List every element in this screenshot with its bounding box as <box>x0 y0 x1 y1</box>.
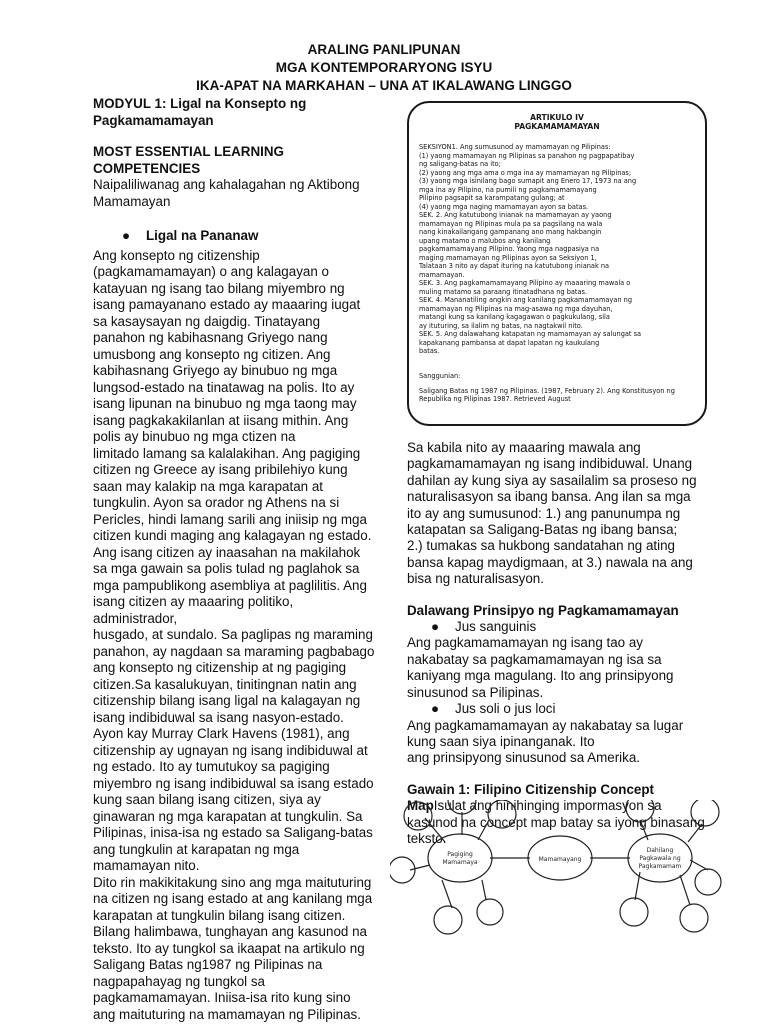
right-node-label-2: Pagkawala ng <box>639 855 681 862</box>
bullet-item <box>407 701 707 717</box>
article-line: muling matamo sa paraang itinatadhana ng batas. <box>419 287 588 296</box>
principles-title: Dalawang Prinsipyo ng Pagkamamamayan <box>407 602 679 618</box>
article-line: (2) yaong ang mga ama o mga ina ay mamamayan ng Pilipinas; <box>419 168 632 177</box>
satellite-circle <box>680 904 708 932</box>
center-node-label: Mamamayang <box>538 856 582 863</box>
module-title: MODYUL 1: Ligal na Konsepto ng Pagkamamamayan <box>93 96 307 128</box>
bullet-label: Jus soli o jus loci <box>455 701 556 717</box>
paragraph: Dito rin makikitakung sino ang mga maituturing na citizen ng isang estado at ang kanilang mga karapatan at tungkulin bilang isang citizen. <box>93 874 373 923</box>
satellite-circle <box>695 869 721 895</box>
article-line: mga ina ay Pilipino, na pumili ng pagkamamamayang <box>419 185 597 194</box>
bullet-heading <box>122 228 375 245</box>
connector <box>688 824 702 842</box>
satellite-circle <box>434 906 462 934</box>
satellite-circle <box>620 898 648 926</box>
article-line: batas. <box>419 347 440 355</box>
article-line: Pilipino pagsapit sa karampatang gulang; at <box>419 194 565 202</box>
left-main-node <box>428 834 492 882</box>
article-line: ay ituturing, sa ilalim ng batas, na nagtakwil nito. <box>419 321 583 330</box>
paragraph: Ang konsepto ng citizenship (pagkamamamayan) o ang kalagayan o katayuan ng isang tao bilang miyembro ng isang pamayanano estado ay maaaring iugat sa kasaysayan ng daigdig. Tinatayang panahon ng kabihasnang Griyego nang umusbong ang konsepto ng citizen. Ang kabihasnang Griyego ay binubuo ng mga lungsod-estado na tinatawag na polis. Ito ay isang lipunan na binubuo ng mga taong may isang pagkakakilanlan at iisang mithin. Ang polis ay binubuo ng mga ctizen na <box>93 247 361 444</box>
concept-map-svg <box>390 800 730 1015</box>
article-line: (3) yaong mga isinilang bago sumapit ang Enero 17, 1973 na ang <box>419 177 637 185</box>
connector <box>680 875 690 905</box>
satellite-circle <box>626 800 654 822</box>
article-line: SEK. 2. Ang katutubong inianak na mamamayan ay yaong <box>419 211 612 219</box>
article-line: (1) yaong mamamayan ng Pilipinas sa panahon ng pagpapatibay <box>419 151 635 160</box>
right-node-label-3: Pagkamamam <box>638 863 682 870</box>
article-line: SEKSIYON1. Ang sumusunod ay mamamayan ng Pilipinas: <box>419 143 611 151</box>
paragraph: 2.) tumakas sa hukbong sandatahan ng ating bansa kapag maydigmaan, at 3.) nawala na ang bisa ng naturalisasyon. <box>407 538 693 587</box>
article-line: mamamayan ng Pilipinas na mag-asawa ng mga dayuhan, <box>419 304 613 313</box>
bullet-icon: ● <box>122 228 131 243</box>
article-line: SEK. 4. Mananatiling angkin ang kanilang pagkamamamayan ng <box>419 296 633 304</box>
article-line: nang kinakailangang gampanang ano mang hakbangin <box>419 228 602 236</box>
reference-label: Sanggunian: <box>419 371 461 380</box>
connector <box>442 880 452 908</box>
connector <box>410 865 430 870</box>
concept-map <box>390 800 730 1015</box>
bullet-icon: ● <box>431 701 440 717</box>
satellite-circle <box>488 800 516 828</box>
article-line: ng saligang-batas na ito; <box>419 160 501 168</box>
connector <box>482 880 486 900</box>
article-subtitle: PAGKAMAMAMAYAN <box>514 122 600 131</box>
paragraph: husgado, at sundalo. Sa paglipas ng maraming panahon, ay nagdaan sa maraming pagbabago ang konsepto ng citizenship at ng pagiging citizen.Sa kasalukuyan, tinitingnan natin ang citizenship bilang isang ligal na kalagayan ng isang indibiduwal sa isang nasyon-estado. Ayon kay Murray Clark Havens (1981), ang citizenship ay ugnayan ng isang indibiduwal at ng estado. Ito ay tumutukoy sa pagiging miyembro ng isang indibiduwal sa isang estado kung saan bilang isang citizen, siya ay ginawaran ng mga karapatan at tungkulin. Sa Pilipinas, inisa-isa ng estado sa Saligang-batas ang tungkulin at karapatan ng mga mamamayan nito. <box>93 627 375 873</box>
left-column <box>93 96 375 1023</box>
satellite-circle <box>691 800 719 826</box>
paragraph: Sa kabila nito ay maaaring mawala ang pagkamamamayan ng isang indibiduwal. Unang dahilan ay kung siya ay sasailalim sa proseso ng naturalisasyon sa ibang bansa. Ang ilan sa mga ito ay ang sumusunod: 1.) ang panunumpa ng katapatan sa Saligang-Batas ng ibang bansa; <box>407 440 697 538</box>
gawain-title: Gawain 1: Filipino Citizenship Concept Map <box>407 781 654 814</box>
paragraph: ang prinsipyong sinusunod sa Amerika. <box>407 750 640 766</box>
article-line: mamamayan. <box>419 270 465 279</box>
paragraph: Ang pagkamamamayan ng isang tao ay nakabatay sa pagkamamamayan ng isa sa kaniyang mga magulang. Ito ang prinsipyong sinusunod sa Pilipinas. <box>407 635 674 700</box>
bullet-label: Jus sanguinis <box>455 619 537 635</box>
satellite-circle <box>448 800 476 814</box>
gawain-text: Isulat ang hinihinging impormasyon sa kasunod na concept map batay sa iyong binasang teksto. <box>407 798 705 846</box>
header-line-2: MGA KONTEMPORARYONG ISYU <box>275 60 493 75</box>
article-line: SEK. 3. Ang pagkamamamayang Pilipino ay maaaring mawala o <box>419 279 631 287</box>
paragraph: Ang pagkamamamayan ay nakabatay sa lugar kung saan siya ipinanganak. Ito <box>407 717 684 749</box>
article-reference <box>419 372 695 404</box>
right-column <box>407 440 707 847</box>
bullet-heading-label: Ligal na Pananaw <box>146 228 259 243</box>
article-line: SEK. 5. Ang dalawahang katapatan ng mamamayan ay salungat sa <box>419 330 642 338</box>
paragraph: limitado lamang sa kalalakihan. Ang pagiging citizen ng Greece ay isang pribilehiyo kung saan may kalakip na mga karapatan at tungkulin. Ayon sa orador ng Athens na si Pericles, hindi lamang sarili ang iniisip ng mga citizen kundi maging ang kalagayan ng estado. Ang isang citizen ay inaasahan na makilahok sa mga gawain sa polis tulad ng paglahok sa mga pampublikong asembliya at paglilitis. Ang isang citizen ay maaaring politiko, administrador, <box>93 445 372 626</box>
header-line-1: ARALING PANLIPUNAN <box>307 42 461 57</box>
bullet-icon: ● <box>431 619 440 635</box>
article-line: (4) yaong mga naging mamamayan ayon sa batas. <box>419 202 589 211</box>
article-line: matangi kung sa kanilang kagagawan o pagkukulang, sila <box>419 313 610 321</box>
article-line: pagkamamamayang Pilipino. Yaong mga nagpasiya na <box>419 245 600 253</box>
satellite-circle <box>477 899 503 925</box>
article-line: maging mamamayan ng Pilipinas ayon sa Seksiyon 1, <box>419 253 597 262</box>
bullet-item <box>407 619 707 635</box>
left-node-label-2: Mamamaya <box>442 859 478 866</box>
article-line: kapakanang pambansa at dapat lapatan ng kaukulang <box>419 338 600 347</box>
article-line: mamamayan ng Pilipinas mula pa sa pagsilang na wala <box>419 219 603 228</box>
right-node-label-1: Dahilang <box>646 847 674 854</box>
reference-text: Saligang Batas ng 1987 ng Pilipinas. (1987, February 2). Ang Konstitusyon ng Republika ng Pilipinas 1987. Retrieved August <box>419 386 675 404</box>
article-line: upang matamo o malubos ang kanilang <box>419 236 551 245</box>
melc-title: MOST ESSENTIAL LEARNING COMPETENCIES <box>93 144 284 176</box>
connector <box>690 860 708 870</box>
header-line-3: IKA-APAT NA MARKAHAN – UNA AT IKALAWANG LINGGO <box>196 78 572 93</box>
left-node-label-1: Pagiging <box>447 851 473 858</box>
connector <box>478 822 488 840</box>
article-title: ARTIKULO IV <box>530 113 584 122</box>
satellite-circle <box>404 802 432 830</box>
melc-text: Naipaliliwanag ang kahalagahan ng Aktibong Mamamayan <box>93 177 360 209</box>
article-iv-image <box>407 101 707 426</box>
article-body <box>419 143 695 356</box>
article-line: Talataan 3 nito ay dapat ituring na katutubong inianak na <box>419 262 610 270</box>
paragraph: Bilang halimbawa, tunghayan ang kasunod na teksto. Ito ay tungkol sa ikaapat na artikulo ng Saligang Batas ng1987 ng Pilipinas na nagpapahayag ng tungkol sa pagkamamamayan. Iniisa-isa rito kung sino ang maituturing na mamamayan ng Pilipinas. <box>93 924 367 1022</box>
